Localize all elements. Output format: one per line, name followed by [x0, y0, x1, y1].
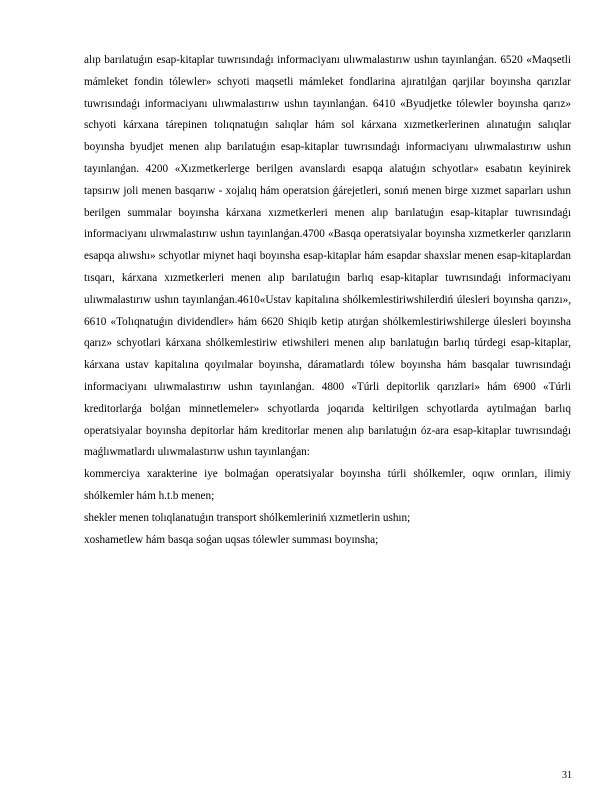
- paragraph-main: alıp barılatuǵın esap-kitaplar tuwrısındaǵı informaciyanı ulıwmalastırıw ushın tayınlanǵan. 6520 «Maqsetli mámleket fondin tólewler» schyoti maqsetli mámleket fondlarina ajıratılǵan qarjilar boyınsha qarızlar tuwrısındaǵı informaciyanı ulıwmalastırıw ushın tayınlanǵan. 6410 «Byudjetke tólewler boyınsha qarız» schyoti kárxana tárepinen tolıqnatuǵın salıqlar hám sol kárxana xızmetkerlerinen alınatuǵın salıqlar boyınsha byudjet menen alıp barılatuǵın esap-kitaplar tuwrısındaǵı informaciyanı ulıwmalastırıw ushın tayınlanǵan. 4200 «Xızmetkerlerge berilgen avanslardı esapqa alatuǵın schyotlar» esabatın keyinirek tapsırıw joli menen basqarıw - xojalıq hám operatsion ǵárejetleri, sonıń menen birge xızmet saparları ushın berilgen summalar boyınsha kárxana xızmetkerleri menen alıp barılatuǵın esap-kitaplar tuwrısındaǵı informaciyanı ulıwmalastırıw ushın tayınlanǵan.4700 «Basqa operatsiyalar boyınsha xızmetkerler qarızların esapqa alıwshı» schyotlar miynet haqi boyınsha esap-kitaplar hám esapdar shaxslar menen esap-kitaplardan tısqarı, kárxana xızmetkerleri menen alıp barılatuǵın barlıq esap-kitaplar tuwrısındaǵı informaciyanı ulıwmalastırıw ushın tayınlanǵan.4610«Ustav kapitalına shólkemlestiriwshilerdiń úlesleri boyınsha qarızı», 6610 «Tolıqnatuǵın dividendler» hám 6620 Shiqib ketip atırǵan shólkemlestiriwshilerge úlesleri boyınsha qarız» schyotlari kárxana shólkemlestiriw etiwshileri menen alıp barılatuǵın barlıq túrdegi esap-kitaplar, kárxana ustav kapitalına qoyılmalar boyınsha, dáramatlardı tólew boyınsha hám basqalar tuwrısındaǵı informaciyanı ulıwmalastırıw ushın tayınlanǵan. 4800 «Túrli depitorlik qarızlari» hám 6900 «Túrli kreditorlarǵa bolǵan minnetlemeler» schyotlarda joqarıda keltirilgen schyotlarda aytılmaǵan barlıq operatsiyalar boyınsha depitorlar hám kreditorlar menen alıp barılatuǵın óz-ara esap-kitaplar tuwrısındaǵı maǵlıwmatlardı ulıwmalastırıw ushın tayınlanǵan:: [84, 54, 571, 459]
- paragraph-commercial: kommerciya xarakterine iye bolmaǵan operatsiyalar boyınsha túrli shólkemler, oqıw orınları, ilimiy shólkemler hám h.t.b menen;: [84, 468, 571, 502]
- document-body: [84, 50, 571, 551]
- paragraph-incentive: xoshametlew hám basqa soǵan uqsas tólewler summası boyınsha;: [84, 533, 379, 546]
- paragraph-transport: shekler menen tolıqlanatuǵın transport shólkemleriniń xızmetlerin ushın;: [84, 511, 411, 524]
- page-number: 31: [562, 770, 572, 781]
